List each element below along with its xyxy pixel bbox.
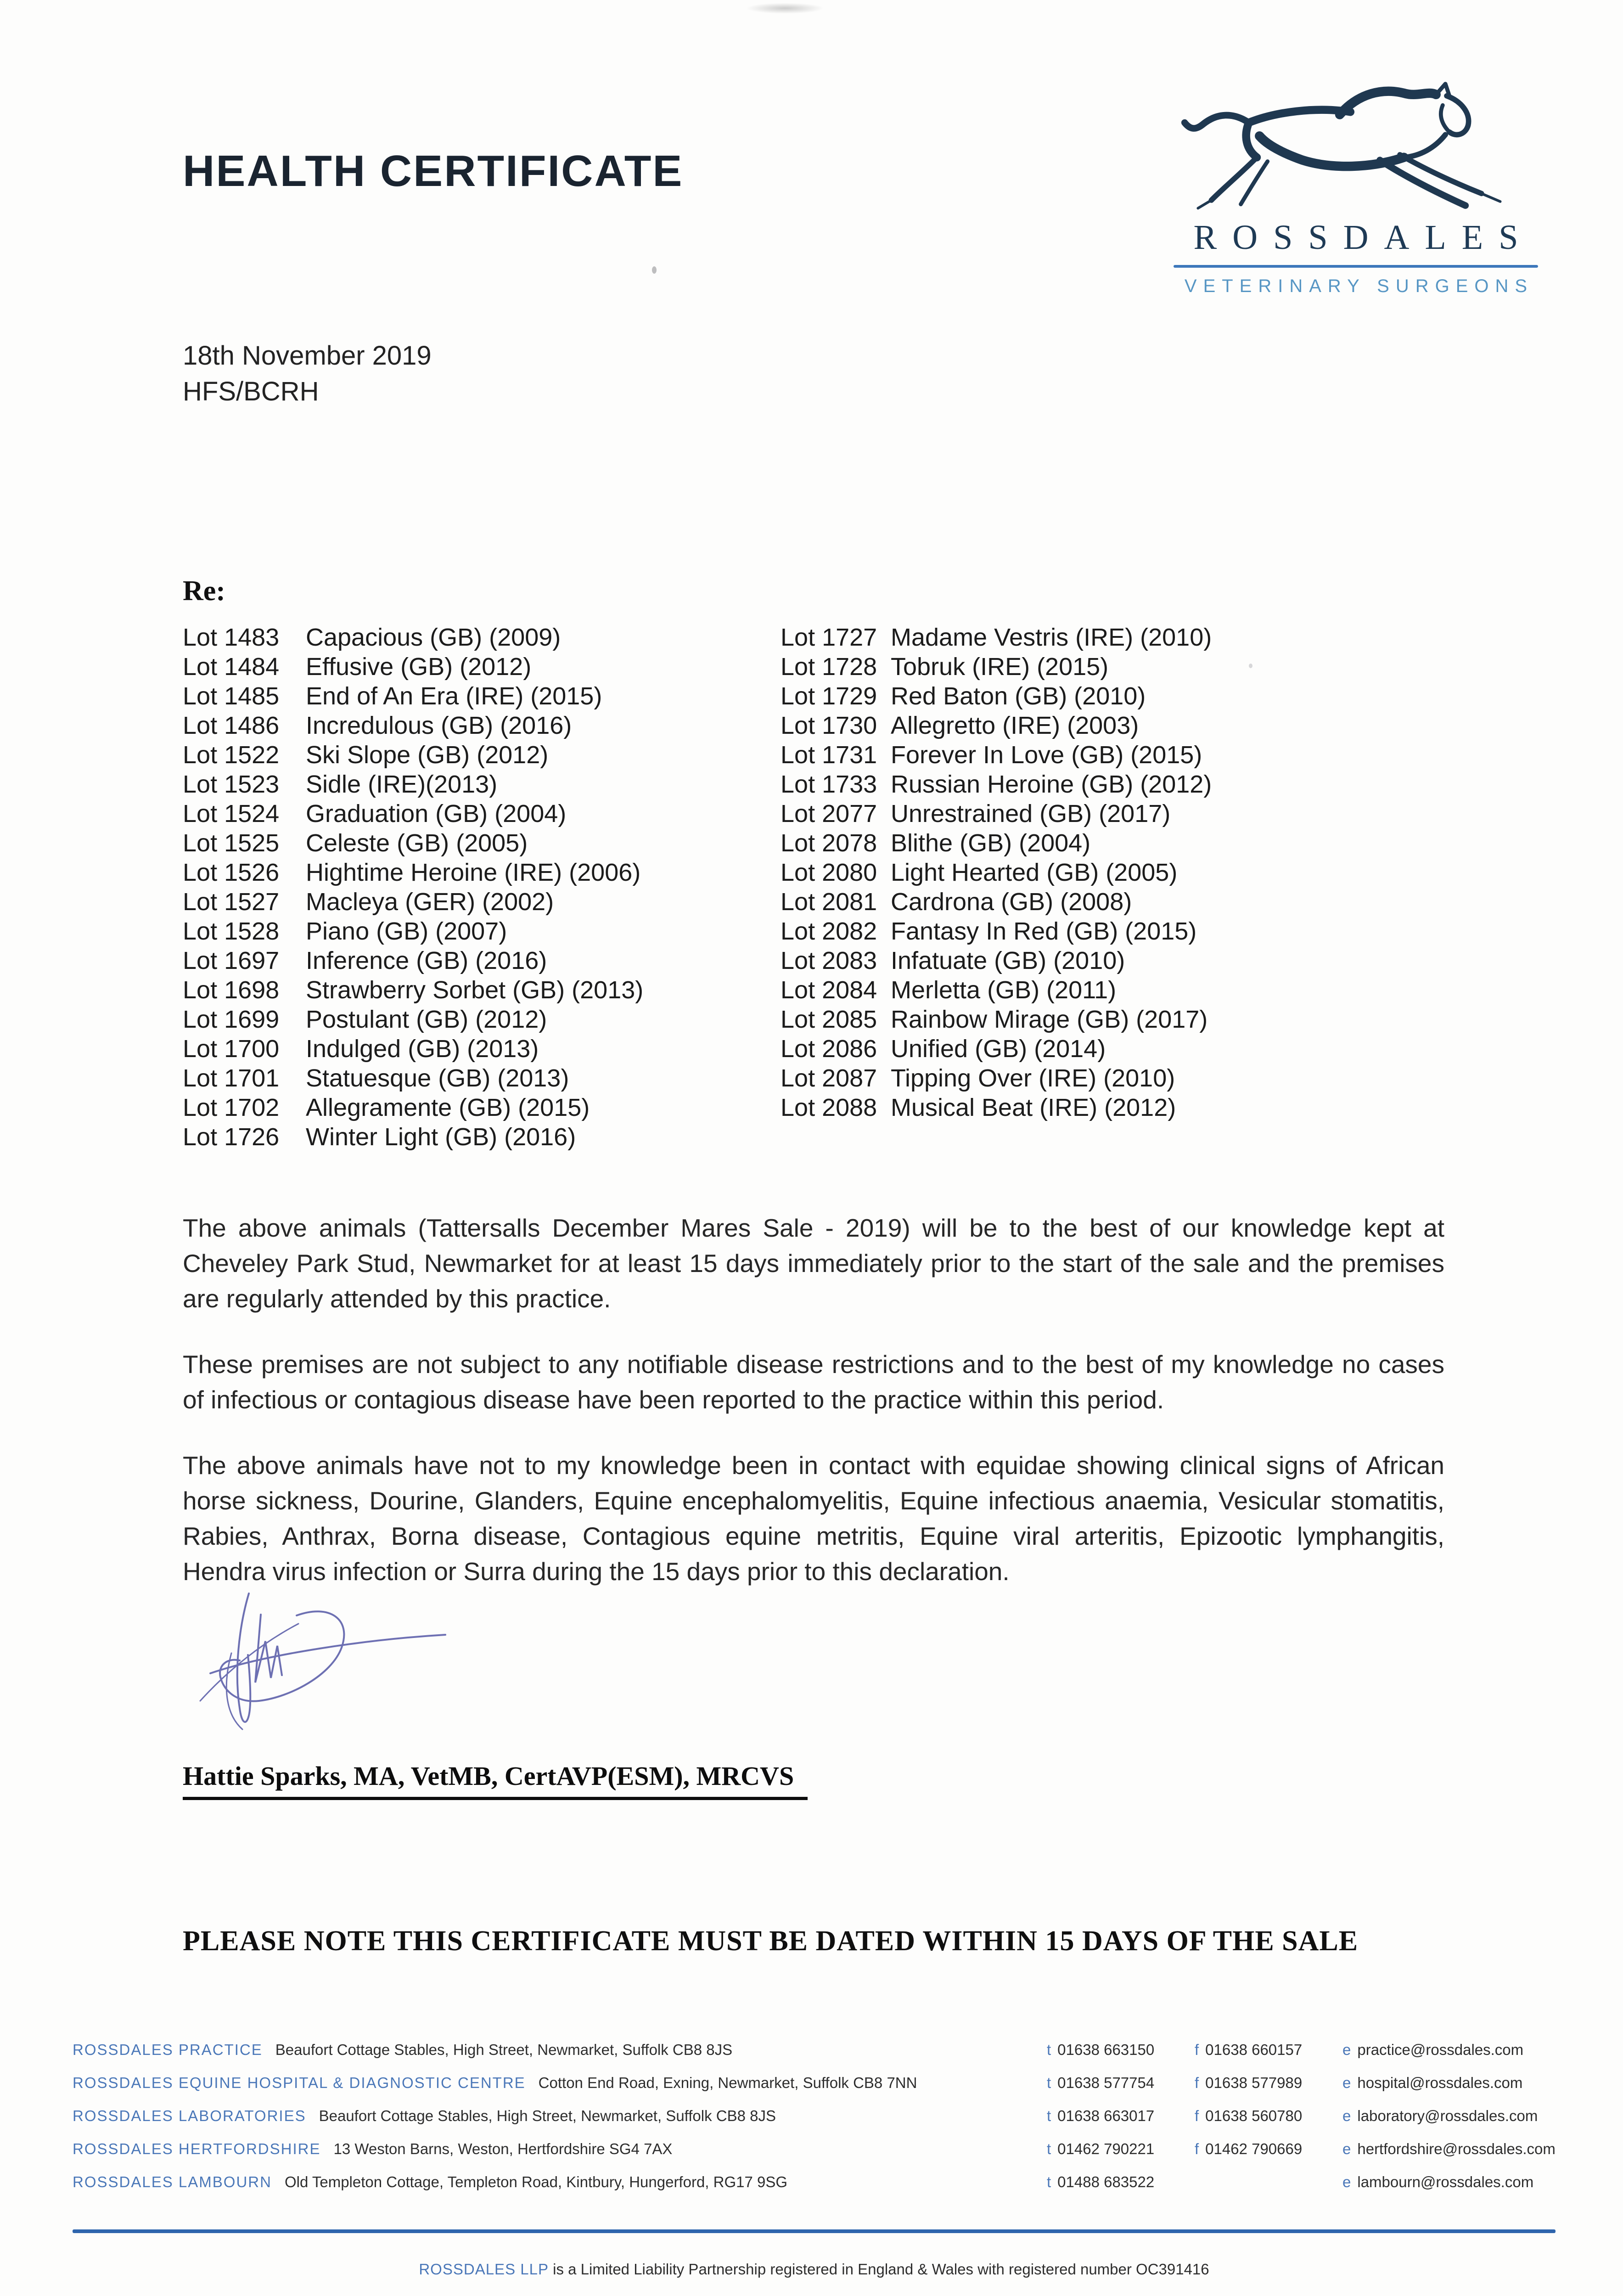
lot-number: Lot 1523: [183, 771, 280, 798]
fax-label: f: [1195, 2041, 1199, 2058]
lot-horse-name: Inference (GB) (2016): [306, 947, 547, 974]
lot-horse-name: Celeste (GB) (2005): [306, 829, 528, 857]
lot-horse-name: Unrestrained (GB) (2017): [891, 800, 1171, 827]
fax-number: 01462 790669: [1205, 2140, 1303, 2157]
lot-number: Lot 1528: [183, 917, 280, 945]
lot-horse-name: Statuesque (GB) (2013): [306, 1064, 569, 1092]
lot-number: Lot 1701: [183, 1064, 280, 1092]
fax-cell: [1195, 2107, 1342, 2125]
lot-horse-name: Merletta (GB) (2011): [891, 976, 1117, 1004]
lot-number: Lot 1525: [183, 829, 280, 857]
phone-number: 01638 663150: [1057, 2041, 1155, 2058]
fax-number: 01638 560780: [1205, 2107, 1303, 2124]
lot-row: [183, 828, 643, 858]
lot-row: [183, 1064, 643, 1093]
email-address: hospital@rossdales.com: [1357, 2074, 1523, 2091]
footer-location-name: ROSSDALES HERTFORDSHIRE: [73, 2140, 321, 2157]
validity-notice: PLEASE NOTE THIS CERTIFICATE MUST BE DATED WITHIN 15 DAYS OF THE SALE: [183, 1925, 1359, 1957]
lot-number: Lot 2084: [781, 976, 877, 1004]
email-address: lambourn@rossdales.com: [1357, 2173, 1534, 2190]
declaration-paragraph-2: These premises are not subject to any notifiable disease restrictions and to the best of my knowledge no cases of infectious or contagious disease have been reported to the practice within this period.: [183, 1350, 1444, 1414]
email-label: e: [1342, 2107, 1351, 2124]
footer-location-row: [73, 2140, 1556, 2173]
lot-horse-name: Incredulous (GB) (2016): [306, 712, 572, 739]
lot-row: [183, 711, 643, 740]
footer-location-name: ROSSDALES LAMBOURN: [73, 2173, 272, 2190]
email-label: e: [1342, 2173, 1351, 2190]
fax-number: 01638 577989: [1205, 2074, 1303, 2091]
lot-row: [183, 740, 643, 770]
logo-wordmark: ROSSDALES: [1193, 218, 1534, 257]
lot-row: [781, 887, 1212, 917]
lot-horse-name: Sidle (IRE)(2013): [306, 771, 498, 798]
lot-horse-name: Ski Slope (GB) (2012): [306, 741, 549, 769]
lot-row: [781, 799, 1212, 828]
footer-location: [73, 2173, 1047, 2191]
lot-row: [183, 975, 643, 1005]
email-cell: [1342, 2107, 1556, 2125]
lot-horse-name: End of An Era (IRE) (2015): [306, 682, 602, 710]
lot-row: [183, 681, 643, 711]
scan-speck: [1249, 664, 1252, 668]
rossdales-logo: [1170, 77, 1542, 297]
scan-speck: [652, 266, 657, 274]
signature-scrawl: [184, 1585, 468, 1744]
llp-registration: [73, 2261, 1556, 2278]
email-label: e: [1342, 2140, 1351, 2157]
lot-horse-name: Rainbow Mirage (GB) (2017): [891, 1006, 1208, 1033]
fax-number: 01638 660157: [1205, 2041, 1303, 2058]
horse-logo-icon: [1170, 77, 1542, 215]
email-address: practice@rossdales.com: [1357, 2041, 1524, 2058]
footer-location-name: ROSSDALES PRACTICE: [73, 2041, 263, 2058]
lot-number: Lot 1524: [183, 800, 280, 827]
phone-cell: [1047, 2107, 1195, 2125]
lot-horse-name: Macleya (GER) (2002): [306, 888, 554, 916]
lot-row: [183, 652, 643, 681]
lot-number: Lot 2087: [781, 1064, 877, 1092]
footer-location: [73, 2074, 1047, 2092]
lot-horse-name: Infatuate (GB) (2010): [891, 947, 1125, 974]
footer-location-name: ROSSDALES EQUINE HOSPITAL & DIAGNOSTIC CENTRE: [73, 2074, 526, 2091]
lot-horse-name: Strawberry Sorbet (GB) (2013): [306, 976, 644, 1004]
lot-row: [781, 770, 1212, 799]
lot-horse-name: Piano (GB) (2007): [306, 917, 507, 945]
lot-number: Lot 1698: [183, 976, 280, 1004]
footer: [73, 2041, 1556, 2278]
fax-label: f: [1195, 2140, 1199, 2157]
certificate-title: HEALTH CERTIFICATE: [183, 146, 684, 196]
declaration-paragraphs: [183, 1210, 1444, 1589]
footer-location-row: [73, 2074, 1556, 2107]
lot-number: Lot 2088: [781, 1094, 877, 1121]
lot-horse-name: Effusive (GB) (2012): [306, 653, 532, 681]
fax-cell: [1195, 2140, 1342, 2158]
certificate-date: 18th November 2019: [183, 341, 432, 371]
lot-row: [183, 770, 643, 799]
fax-label: f: [1195, 2074, 1199, 2091]
lot-number: Lot 1522: [183, 741, 280, 769]
lot-horse-name: Light Hearted (GB) (2005): [891, 859, 1178, 886]
lot-row: [781, 681, 1212, 711]
lot-horse-name: Winter Light (GB) (2016): [306, 1123, 576, 1151]
footer-location-address: Beaufort Cottage Stables, High Street, Newmarket, Suffolk CB8 8JS: [319, 2107, 776, 2124]
llp-registration-text: is a Limited Liability Partnership registered in England & Wales with registered number OC391416: [548, 2261, 1209, 2278]
footer-locations: [73, 2041, 1556, 2206]
lot-horse-name: Forever In Love (GB) (2015): [891, 741, 1202, 769]
phone-label: t: [1047, 2107, 1051, 2124]
footer-location-name: ROSSDALES LABORATORIES: [73, 2107, 306, 2124]
lot-number: Lot 1483: [183, 624, 280, 651]
lots-column-2: [781, 623, 1212, 1122]
lot-row: [183, 1122, 643, 1152]
email-address: laboratory@rossdales.com: [1357, 2107, 1538, 2124]
lot-number: Lot 1729: [781, 682, 877, 710]
date-block: [183, 338, 432, 410]
lot-number: Lot 1485: [183, 682, 280, 710]
footer-location-address: 13 Weston Barns, Weston, Hertfordshire SG4 7AX: [333, 2140, 673, 2157]
footer-location: [73, 2041, 1047, 2059]
phone-number: 01638 663017: [1057, 2107, 1155, 2124]
lot-row: [183, 623, 643, 652]
lot-row: [183, 887, 643, 917]
lot-row: [781, 711, 1212, 740]
lot-horse-name: Graduation (GB) (2004): [306, 800, 567, 827]
lot-row: [183, 1093, 643, 1122]
lot-horse-name: Hightime Heroine (IRE) (2006): [306, 859, 641, 886]
lot-horse-name: Tipping Over (IRE) (2010): [891, 1064, 1175, 1092]
lot-number: Lot 2083: [781, 947, 877, 974]
lot-horse-name: Capacious (GB) (2009): [306, 624, 561, 651]
lot-row: [781, 828, 1212, 858]
email-cell: [1342, 2041, 1556, 2059]
lot-number: Lot 1727: [781, 624, 877, 651]
lot-number: Lot 1730: [781, 712, 877, 739]
footer-location-row: [73, 2041, 1556, 2074]
lot-row: [781, 858, 1212, 887]
lot-horse-name: Allegramente (GB) (2015): [306, 1094, 590, 1121]
veterinarian-name: Hattie Sparks, MA, VetMB, CertAVP(ESM), MRCVS: [183, 1761, 808, 1800]
declaration-paragraph-3: The above animals have not to my knowledge been in contact with equidae showing clinical signs of African horse sickness, Dourine, Glanders, Equine encephalomyelitis, Equine infectious anaemia, Vesicular stomatitis, Rabies, Anthrax, Borna disease, Contagious equine metritis, Equine viral arteritis, Epizootic lymphangitis, Hendra virus infection or Surra during the 15 days prior to this declaration.: [183, 1451, 1444, 1586]
lot-number: Lot 2085: [781, 1006, 877, 1033]
phone-number: 01638 577754: [1057, 2074, 1155, 2091]
logo-tagline: VETERINARY SURGEONS: [1184, 276, 1534, 296]
lot-number: Lot 1527: [183, 888, 280, 916]
lot-horse-name: Blithe (GB) (2004): [891, 829, 1091, 857]
phone-number: 01462 790221: [1057, 2140, 1155, 2157]
fax-cell: [1195, 2041, 1342, 2059]
phone-cell: [1047, 2140, 1195, 2158]
fax-label: f: [1195, 2107, 1199, 2124]
lot-number: Lot 2078: [781, 829, 877, 857]
scan-smudge: [746, 3, 824, 14]
email-label: e: [1342, 2041, 1351, 2058]
lot-number: Lot 1731: [781, 741, 877, 769]
email-cell: [1342, 2074, 1556, 2092]
lot-horse-name: Musical Beat (IRE) (2012): [891, 1094, 1176, 1121]
lot-horse-name: Red Baton (GB) (2010): [891, 682, 1146, 710]
lot-number: Lot 1526: [183, 859, 280, 886]
lot-row: [781, 652, 1212, 681]
phone-label: t: [1047, 2074, 1051, 2091]
lot-number: Lot 1697: [183, 947, 280, 974]
lot-number: Lot 2086: [781, 1035, 877, 1063]
footer-location-address: Beaufort Cottage Stables, High Street, Newmarket, Suffolk CB8 8JS: [275, 2041, 733, 2058]
email-address: hertfordshire@rossdales.com: [1357, 2140, 1556, 2157]
lot-number: Lot 1486: [183, 712, 280, 739]
lot-number: Lot 1726: [183, 1123, 280, 1151]
lot-row: [183, 1005, 643, 1034]
footer-location-address: Old Templeton Cottage, Templeton Road, Kintbury, Hungerford, RG17 9SG: [284, 2173, 788, 2190]
phone-label: t: [1047, 2041, 1051, 2058]
lot-horse-name: Unified (GB) (2014): [891, 1035, 1106, 1063]
footer-location-row: [73, 2173, 1556, 2206]
email-cell: [1342, 2173, 1556, 2191]
phone-label: t: [1047, 2140, 1051, 2157]
footer-location: [73, 2107, 1047, 2125]
lot-number: Lot 2081: [781, 888, 877, 916]
phone-label: t: [1047, 2173, 1051, 2190]
phone-cell: [1047, 2041, 1195, 2059]
lot-horse-name: Indulged (GB) (2013): [306, 1035, 539, 1063]
lot-number: Lot 1728: [781, 653, 877, 681]
phone-cell: [1047, 2173, 1195, 2191]
lot-row: [183, 917, 643, 946]
footer-divider-line: [73, 2229, 1556, 2233]
lot-horse-name: Russian Heroine (GB) (2012): [891, 771, 1212, 798]
lot-horse-name: Allegretto (IRE) (2003): [891, 712, 1139, 739]
lot-number: Lot 1702: [183, 1094, 280, 1121]
lot-horse-name: Fantasy In Red (GB) (2015): [891, 917, 1197, 945]
lot-row: [781, 975, 1212, 1005]
lots-column-1: [183, 623, 643, 1152]
lot-number: Lot 1700: [183, 1035, 280, 1063]
lot-number: Lot 1484: [183, 653, 280, 681]
lot-row: [183, 946, 643, 975]
lot-row: [781, 1064, 1212, 1093]
phone-cell: [1047, 2074, 1195, 2092]
lot-row: [781, 917, 1212, 946]
footer-location: [73, 2140, 1047, 2158]
lot-number: Lot 2080: [781, 859, 877, 886]
phone-number: 01488 683522: [1057, 2173, 1155, 2190]
lot-row: [183, 858, 643, 887]
lot-row: [781, 1093, 1212, 1122]
footer-location-address: Cotton End Road, Exning, Newmarket, Suffolk CB8 7NN: [538, 2074, 917, 2091]
lot-row: [781, 1005, 1212, 1034]
declaration-paragraph-1: The above animals (Tattersalls December Mares Sale - 2019) will be to the best of our knowledge kept at Cheveley Park Stud, Newmarket for at least 15 days immediately prior to the start of the sale and the premises are regularly attended by this practice.: [183, 1214, 1444, 1313]
lot-horse-name: Tobruk (IRE) (2015): [891, 653, 1109, 681]
lot-number: Lot 1699: [183, 1006, 280, 1033]
lot-row: [781, 1034, 1212, 1064]
footer-location-row: [73, 2107, 1556, 2140]
fax-cell: [1195, 2074, 1342, 2092]
lot-row: [781, 623, 1212, 652]
lot-row: [183, 799, 643, 828]
email-cell: [1342, 2140, 1556, 2158]
lot-horse-name: Madame Vestris (IRE) (2010): [891, 624, 1212, 651]
llp-registration-name: ROSSDALES LLP: [419, 2261, 549, 2278]
email-label: e: [1342, 2074, 1351, 2091]
lot-number: Lot 2077: [781, 800, 877, 827]
logo-divider-line: [1174, 265, 1538, 268]
reference-code: HFS/BCRH: [183, 377, 319, 406]
re-label: Re:: [183, 575, 225, 607]
lot-row: [183, 1034, 643, 1064]
lot-horse-name: Postulant (GB) (2012): [306, 1006, 547, 1033]
lot-horse-name: Cardrona (GB) (2008): [891, 888, 1132, 916]
lot-number: Lot 2082: [781, 917, 877, 945]
lot-row: [781, 946, 1212, 975]
lot-row: [781, 740, 1212, 770]
lot-number: Lot 1733: [781, 771, 877, 798]
